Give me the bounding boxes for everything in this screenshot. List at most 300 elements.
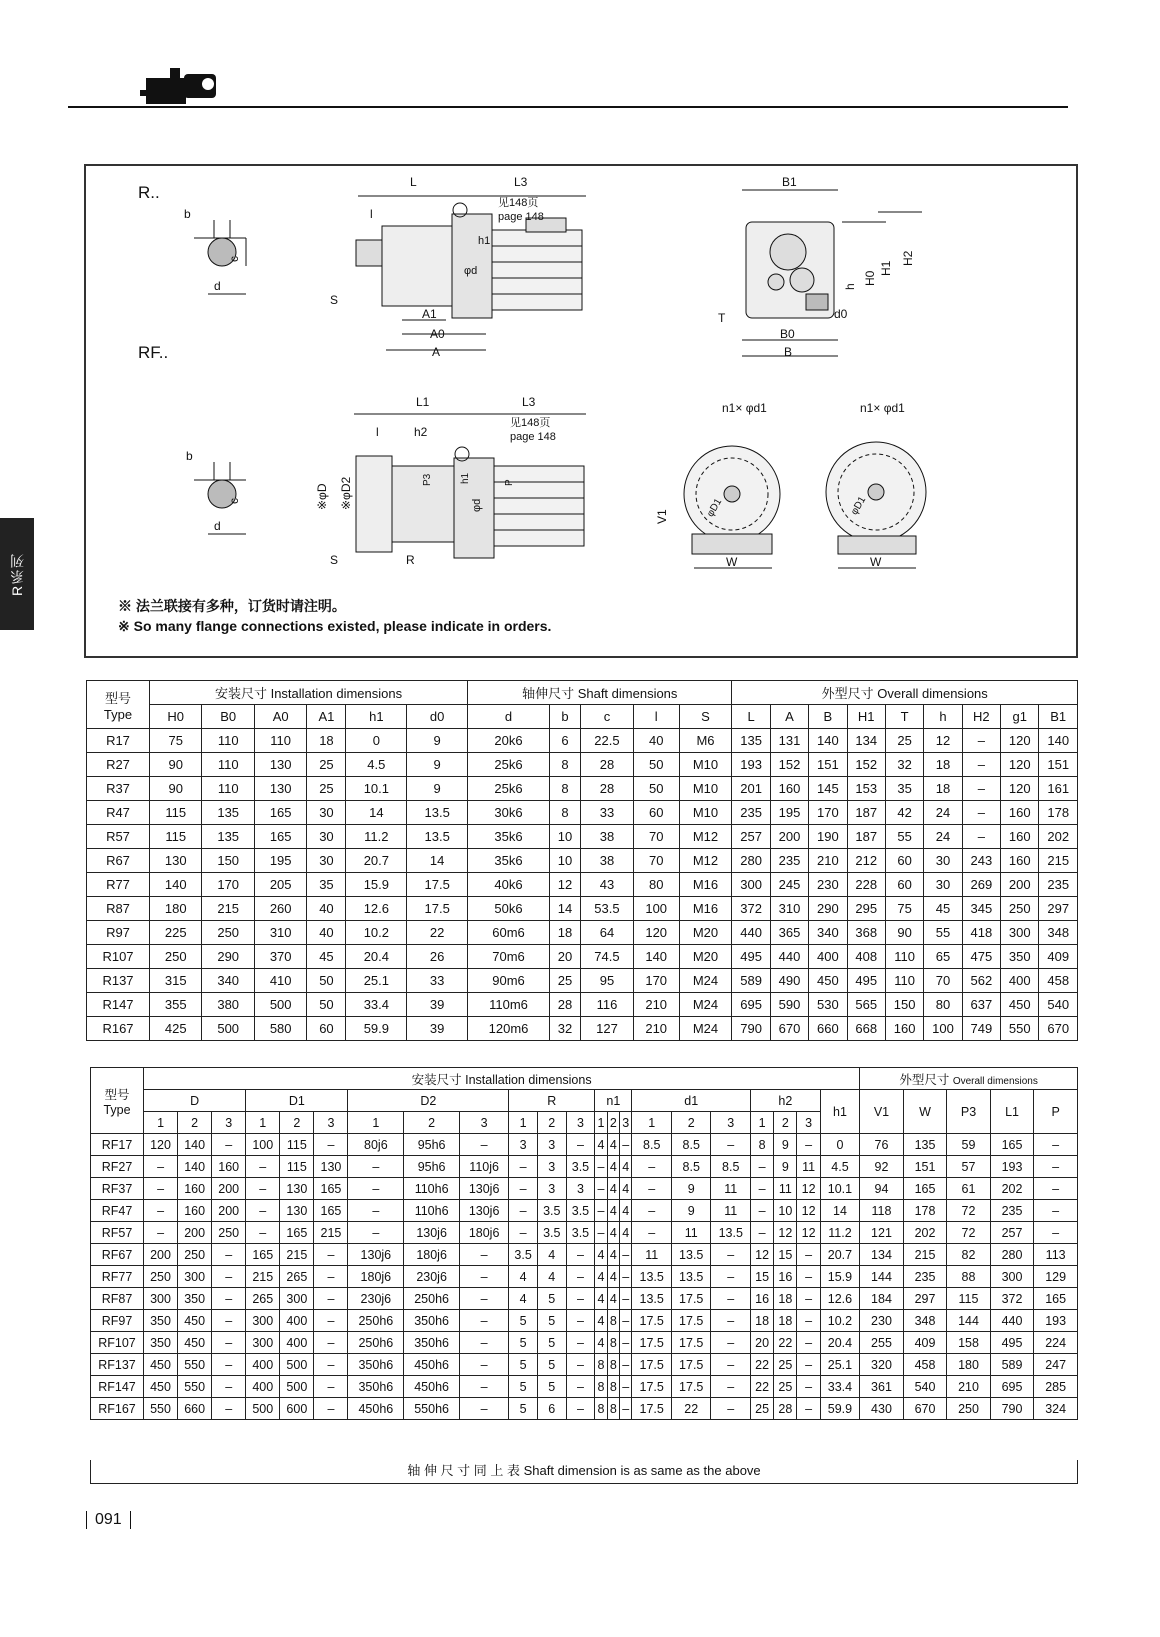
table-row	[87, 873, 1078, 897]
table-cell: 400	[246, 1354, 280, 1376]
table-cell: 32	[549, 1017, 580, 1041]
svg-text:※φD2: ※φD2	[339, 476, 353, 510]
svg-text:P: P	[504, 479, 515, 486]
svg-text:H1: H1	[879, 260, 893, 276]
table-cell: 4	[537, 1266, 566, 1288]
table-cell: 16	[751, 1288, 774, 1310]
table-cell: –	[797, 1398, 820, 1420]
table-cell: 210	[633, 993, 679, 1017]
table-cell: 110	[254, 729, 306, 753]
svg-text:L3: L3	[522, 395, 536, 409]
table-cell: 80	[924, 993, 962, 1017]
table-cell: 10	[549, 849, 580, 873]
table-cell: 115	[947, 1288, 991, 1310]
table-cell: 18	[751, 1310, 774, 1332]
table-cell: 500	[280, 1376, 314, 1398]
table-cell: 50	[633, 777, 679, 801]
type-cell: RF77	[91, 1266, 144, 1288]
table-cell: –	[620, 1332, 632, 1354]
table-cell: 3	[537, 1134, 566, 1156]
table-cell: 4	[595, 1310, 607, 1332]
table-cell: M10	[679, 801, 732, 825]
table-cell: 4	[607, 1266, 619, 1288]
table-cell: 4	[607, 1200, 619, 1222]
table-cell: 550	[178, 1354, 212, 1376]
table-cell: 11.2	[820, 1222, 860, 1244]
table-cell: 9	[407, 753, 468, 777]
column-header: H0	[150, 705, 202, 729]
table-cell: 120	[633, 921, 679, 945]
table-cell: 350	[144, 1310, 178, 1332]
table-cell: 180j6	[348, 1266, 404, 1288]
table-cell: 12	[797, 1178, 820, 1200]
table-cell: 22	[751, 1376, 774, 1398]
table-cell: 409	[1039, 945, 1078, 969]
table-cell: 350	[178, 1288, 212, 1310]
table-cell: 4	[509, 1288, 538, 1310]
table-row	[91, 1178, 1078, 1200]
table-cell: 5	[509, 1354, 538, 1376]
table-cell: 116	[581, 993, 634, 1017]
table-cell: 3.5	[566, 1200, 595, 1222]
table-cell: 580	[254, 1017, 306, 1041]
table-cell: –	[797, 1332, 820, 1354]
table-cell: –	[314, 1310, 348, 1332]
table-cell: 80	[633, 873, 679, 897]
sub-column-header: 2	[404, 1112, 460, 1134]
table-cell: 20.7	[346, 849, 407, 873]
table-cell: –	[620, 1134, 632, 1156]
table-row	[87, 1017, 1078, 1041]
table-row	[91, 1288, 1078, 1310]
table-cell: 210	[809, 849, 847, 873]
table-cell: –	[212, 1244, 246, 1266]
table-cell: 4	[620, 1156, 632, 1178]
table-cell: 20k6	[468, 729, 550, 753]
table-cell: 9	[774, 1134, 797, 1156]
table-cell: 5	[509, 1310, 538, 1332]
table-cell: 151	[903, 1156, 947, 1178]
table-cell: 120	[1001, 729, 1039, 753]
table-cell: –	[566, 1332, 595, 1354]
table-cell: 130j6	[404, 1222, 460, 1244]
page-number: 091	[86, 1511, 131, 1529]
table-cell: 120	[1001, 777, 1039, 801]
group-header: 外型尺寸 Overall dimensions	[732, 681, 1078, 705]
table-cell: 200	[144, 1244, 178, 1266]
table-cell: 72	[947, 1200, 991, 1222]
table-cell: 450	[178, 1332, 212, 1354]
column-header: d0	[407, 705, 468, 729]
table-cell: 100	[924, 1017, 962, 1041]
table-cell: 4	[607, 1156, 619, 1178]
table-cell: –	[595, 1222, 607, 1244]
table-cell: 135	[202, 801, 254, 825]
table-cell: 135	[732, 729, 770, 753]
table-cell: 113	[1034, 1244, 1078, 1266]
table-cell: 3.5	[509, 1244, 538, 1266]
table-cell: 8	[751, 1134, 774, 1156]
table-cell: –	[566, 1244, 595, 1266]
type-cell: R57	[87, 825, 150, 849]
table-cell: 110	[202, 753, 254, 777]
table-cell: –	[797, 1354, 820, 1376]
type-cell: R137	[87, 969, 150, 993]
table-cell: 15.9	[820, 1266, 860, 1288]
table-cell: 28	[549, 993, 580, 1017]
table-cell: –	[509, 1222, 538, 1244]
table-cell: 12.6	[346, 897, 407, 921]
table-cell: 165	[254, 825, 306, 849]
table-cell: 25.1	[346, 969, 407, 993]
table-cell: 144	[947, 1310, 991, 1332]
table-cell: 121	[860, 1222, 904, 1244]
table-cell: 300	[1001, 921, 1039, 945]
table-cell: 60	[633, 801, 679, 825]
table-cell: 215	[246, 1266, 280, 1288]
table-cell: 3	[509, 1134, 538, 1156]
table-cell: 153	[847, 777, 885, 801]
table-cell: 361	[860, 1376, 904, 1398]
sub-column-header: 3	[797, 1112, 820, 1134]
table-cell: 30	[307, 825, 346, 849]
sub-group-header: D	[144, 1090, 246, 1112]
table-cell: 39	[407, 1017, 468, 1041]
table-cell: 215	[903, 1244, 947, 1266]
table-row	[91, 1222, 1078, 1244]
table-cell: 145	[809, 777, 847, 801]
table-cell: 8.5	[671, 1134, 711, 1156]
table-cell: –	[212, 1266, 246, 1288]
table-cell: 28	[774, 1398, 797, 1420]
table-cell: 600	[280, 1398, 314, 1420]
table-cell: 40	[307, 921, 346, 945]
sub-group-header: D2	[348, 1090, 509, 1112]
svg-text:c: c	[227, 498, 241, 504]
table-cell: –	[797, 1134, 820, 1156]
table-cell: 400	[280, 1310, 314, 1332]
table-cell: –	[620, 1398, 632, 1420]
table-cell: 4	[607, 1244, 619, 1266]
table-cell: 4	[620, 1200, 632, 1222]
sub-column-header: 3	[460, 1112, 509, 1134]
table-cell: 372	[990, 1288, 1034, 1310]
table-cell: –	[962, 825, 1000, 849]
table-cell: 440	[770, 945, 808, 969]
table-cell: –	[566, 1310, 595, 1332]
svg-text:d: d	[214, 519, 221, 533]
table-cell: 129	[1034, 1266, 1078, 1288]
table-cell: 340	[809, 921, 847, 945]
table-row	[91, 1134, 1078, 1156]
svg-text:h2: h2	[414, 425, 428, 439]
table-cell: –	[460, 1288, 509, 1310]
table-row	[87, 801, 1078, 825]
table-cell: 5	[509, 1332, 538, 1354]
table-cell: 400	[246, 1376, 280, 1398]
table-cell: –	[246, 1178, 280, 1200]
table-cell: 320	[860, 1354, 904, 1376]
table-cell: 13.5	[671, 1244, 711, 1266]
table-cell: 187	[847, 825, 885, 849]
type-cell: R147	[87, 993, 150, 1017]
table-cell: 9	[407, 777, 468, 801]
table-cell: 190	[809, 825, 847, 849]
table-cell: 13.5	[407, 801, 468, 825]
table-cell: 178	[903, 1200, 947, 1222]
column-header: H1	[847, 705, 885, 729]
table-cell: –	[1034, 1222, 1078, 1244]
table-cell: 14	[407, 849, 468, 873]
table-cell: 110h6	[404, 1178, 460, 1200]
table-cell: M16	[679, 897, 732, 921]
table-cell: 348	[1039, 921, 1078, 945]
table-cell: 589	[990, 1354, 1034, 1376]
table-cell: 115	[150, 825, 202, 849]
table-cell: 4	[607, 1134, 619, 1156]
table-cell: 35	[885, 777, 923, 801]
table-cell: 4	[607, 1288, 619, 1310]
table-cell: 50k6	[468, 897, 550, 921]
table-cell: –	[711, 1376, 751, 1398]
table-cell: 92	[860, 1156, 904, 1178]
table-cell: –	[212, 1354, 246, 1376]
table-cell: 74.5	[581, 945, 634, 969]
table-cell: 95	[581, 969, 634, 993]
svg-text:b: b	[186, 449, 193, 463]
table-cell: 300	[990, 1266, 1034, 1288]
table-cell: 53.5	[581, 897, 634, 921]
dim-d: d	[214, 279, 221, 293]
svg-text:n1× φd1: n1× φd1	[722, 401, 767, 415]
table-cell: 5	[509, 1376, 538, 1398]
type-cell: RF67	[91, 1244, 144, 1266]
table-cell: 70	[924, 969, 962, 993]
table-cell: 17.5	[632, 1310, 672, 1332]
table-cell: 15	[751, 1266, 774, 1288]
type-cell: RF37	[91, 1178, 144, 1200]
table-cell: 670	[1039, 1017, 1078, 1041]
table-cell: 450	[144, 1354, 178, 1376]
svg-text:W: W	[870, 555, 882, 569]
table-cell: 350h6	[404, 1332, 460, 1354]
table-cell: –	[711, 1288, 751, 1310]
table-cell: –	[1034, 1178, 1078, 1200]
table-cell: 18	[307, 729, 346, 753]
table-cell: 17.5	[632, 1354, 672, 1376]
sub-column-header: 2	[280, 1112, 314, 1134]
table-cell: 170	[809, 801, 847, 825]
table-cell: 82	[947, 1244, 991, 1266]
svg-text:B1: B1	[782, 175, 797, 189]
table-cell: –	[314, 1244, 348, 1266]
table-cell: –	[314, 1332, 348, 1354]
table-cell: 43	[581, 873, 634, 897]
table-cell: 33.4	[346, 993, 407, 1017]
sub-column-header: 2	[671, 1112, 711, 1134]
table-cell: –	[314, 1376, 348, 1398]
table-cell: 200	[770, 825, 808, 849]
table-cell: 18	[774, 1288, 797, 1310]
table-cell: 15.9	[346, 873, 407, 897]
table-cell: 300	[732, 873, 770, 897]
column-header: L	[732, 705, 770, 729]
table-cell: 495	[732, 945, 770, 969]
table-cell: 55	[885, 825, 923, 849]
table-cell: 205	[254, 873, 306, 897]
table-cell: –	[566, 1134, 595, 1156]
group-header: 安装尺寸 Installation dimensions	[150, 681, 468, 705]
table-cell: 130j6	[460, 1200, 509, 1222]
svg-text:见148页: 见148页	[510, 417, 551, 429]
type-cell: RF147	[91, 1376, 144, 1398]
type-cell: RF107	[91, 1332, 144, 1354]
rf-dimensions-table	[90, 1067, 1078, 1420]
table-cell: 450h6	[348, 1398, 404, 1420]
table-cell: 26	[407, 945, 468, 969]
table-cell: 495	[990, 1332, 1034, 1354]
table-cell: 60	[885, 873, 923, 897]
svg-text:d0: d0	[834, 307, 848, 321]
table-cell: –	[595, 1156, 607, 1178]
table-cell: 25k6	[468, 777, 550, 801]
table-cell: 215	[280, 1244, 314, 1266]
sub-column-header: 1	[509, 1112, 538, 1134]
table-row	[87, 729, 1078, 753]
table-cell: –	[348, 1178, 404, 1200]
r-gearmotor-side	[330, 175, 586, 359]
table-cell: M10	[679, 753, 732, 777]
column-header: A1	[307, 705, 346, 729]
svg-text:l: l	[370, 207, 373, 221]
table-cell: M16	[679, 873, 732, 897]
table-cell: 13.5	[407, 825, 468, 849]
table-cell: 70	[633, 849, 679, 873]
table-cell: M20	[679, 945, 732, 969]
table-cell: 160	[178, 1200, 212, 1222]
table-cell: 3	[566, 1178, 595, 1200]
table-cell: 10.1	[346, 777, 407, 801]
table-row	[91, 1310, 1078, 1332]
table-row	[87, 969, 1078, 993]
table-cell: 4	[537, 1244, 566, 1266]
svg-text:W: W	[726, 555, 738, 569]
table-cell: –	[348, 1156, 404, 1178]
table-cell: 409	[903, 1332, 947, 1354]
table-cell: 40k6	[468, 873, 550, 897]
table-cell: –	[711, 1134, 751, 1156]
table-cell: 589	[732, 969, 770, 993]
table-cell: –	[962, 753, 1000, 777]
type-cell: RF47	[91, 1200, 144, 1222]
table-cell: –	[460, 1376, 509, 1398]
table-cell: 75	[150, 729, 202, 753]
table-cell: 201	[732, 777, 770, 801]
table-cell: –	[797, 1244, 820, 1266]
type-cell: RF27	[91, 1156, 144, 1178]
rf-shaft-section	[186, 449, 246, 534]
table-row	[87, 993, 1078, 1017]
table-cell: 230j6	[348, 1288, 404, 1310]
table-cell: 17.5	[671, 1354, 711, 1376]
table-cell: 235	[770, 849, 808, 873]
sub-column-header: 3	[620, 1112, 632, 1134]
table-cell: –	[620, 1266, 632, 1288]
table-cell: 450	[178, 1310, 212, 1332]
table-cell: 14	[820, 1200, 860, 1222]
column-header: b	[549, 705, 580, 729]
table-cell: M24	[679, 1017, 732, 1041]
table-cell: 22.5	[581, 729, 634, 753]
table-cell: –	[212, 1288, 246, 1310]
type-cell: R27	[87, 753, 150, 777]
table-cell: 450h6	[404, 1354, 460, 1376]
table-cell: 14	[346, 801, 407, 825]
table-cell: 3.5	[537, 1200, 566, 1222]
table-cell: 22	[751, 1354, 774, 1376]
table-cell: –	[632, 1200, 672, 1222]
table-cell: 250	[150, 945, 202, 969]
table-cell: –	[144, 1156, 178, 1178]
table-cell: –	[314, 1288, 348, 1310]
table-cell: 30	[924, 849, 962, 873]
table-cell: 230	[860, 1310, 904, 1332]
table-cell: 50	[307, 969, 346, 993]
column-header: H2	[962, 705, 1000, 729]
table-cell: 11	[711, 1200, 751, 1222]
table-cell: 8.5	[632, 1134, 672, 1156]
table-cell: 0	[346, 729, 407, 753]
table-cell: 550h6	[404, 1398, 460, 1420]
table-cell: 28	[581, 753, 634, 777]
table-cell: 130	[254, 753, 306, 777]
table-cell: 165	[246, 1244, 280, 1266]
table-cell: 195	[770, 801, 808, 825]
table-cell: –	[595, 1178, 607, 1200]
column-header: W	[903, 1090, 947, 1134]
rf-gearmotor-side	[315, 395, 586, 567]
svg-text:h: h	[843, 283, 857, 290]
table-cell: 4	[595, 1332, 607, 1354]
table-cell: 160	[885, 1017, 923, 1041]
column-header: h	[924, 705, 962, 729]
table-cell: 440	[990, 1310, 1034, 1332]
table-cell: 257	[990, 1222, 1034, 1244]
table-cell: 195	[254, 849, 306, 873]
table-cell: 184	[860, 1288, 904, 1310]
table-cell: 458	[1039, 969, 1078, 993]
table-cell: 8	[549, 777, 580, 801]
table-cell: 151	[809, 753, 847, 777]
table-cell: –	[751, 1222, 774, 1244]
table-cell: 140	[809, 729, 847, 753]
table-cell: 297	[903, 1288, 947, 1310]
table-cell: –	[620, 1310, 632, 1332]
sub-group-header: n1	[595, 1090, 632, 1112]
table-cell: 22	[774, 1332, 797, 1354]
table-cell: –	[566, 1398, 595, 1420]
table-cell: 500	[202, 1017, 254, 1041]
sub-column-header: 1	[348, 1112, 404, 1134]
table-cell: 8	[607, 1398, 619, 1420]
table-cell: 59.9	[820, 1398, 860, 1420]
table-cell: 440	[732, 921, 770, 945]
table-cell: 178	[1039, 801, 1078, 825]
table-cell: 70m6	[468, 945, 550, 969]
table-cell: 300	[246, 1310, 280, 1332]
table-cell: 13.5	[632, 1266, 672, 1288]
table-cell: 42	[885, 801, 923, 825]
